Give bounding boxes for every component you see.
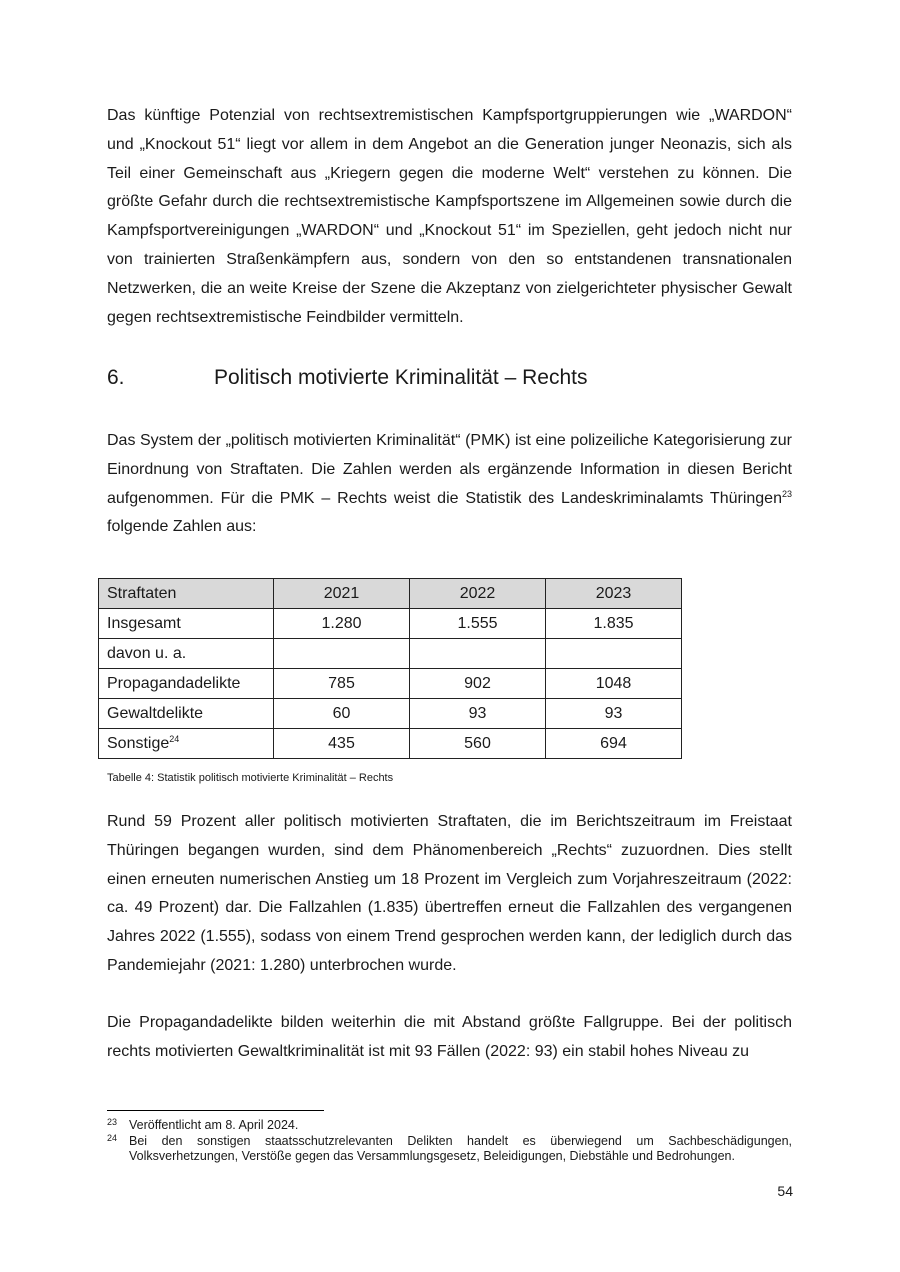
- footnote-24: [107, 1134, 792, 1164]
- row-label-sonstige: [99, 729, 274, 759]
- header-straftaten: Straftaten: [99, 579, 274, 609]
- footnote-text: Bei den sonstigen staatsschutzrelevanten Delikten handelt es überwiegend um Sachbeschädigungen, Volksverhetzungen, Verstöße gegen das Versammlungsgesetz, Beleidigungen, Diebstähle und Bedrohungen.: [129, 1134, 792, 1163]
- table-row: [99, 609, 682, 639]
- footnote-separator: [107, 1110, 324, 1111]
- cell-2021: [274, 639, 410, 669]
- table-header-row: [99, 579, 682, 609]
- paragraph-pmk-text: Das System der „politisch motivierten Kriminalität“ (PMK) ist eine polizeiliche Kategorisierung zur Einordnung von Straftaten. Die Zahlen werden als ergänzende Information in diesen Bericht aufgenommen. Für die PMK – Rechts weist die Statistik des Landeskriminalamts Thüringen: [107, 432, 792, 507]
- row-label: Gewaltdelikte: [99, 699, 274, 729]
- cell-2022: 902: [410, 669, 546, 699]
- footnote-text: Veröffentlicht am 8. April 2024.: [129, 1118, 299, 1132]
- footnote-23: [107, 1118, 792, 1133]
- cell-2022: 93: [410, 699, 546, 729]
- row-label: Propagandadelikte: [99, 669, 274, 699]
- paragraph-propaganda: Die Propagandadelikte bilden weiterhin die mit Abstand größte Fallgruppe. Bei der politisch rechts motivierten Gewaltkriminalität ist mit 93 Fällen (2022: 93) ein stabil hohes Niveau zu: [107, 1014, 792, 1060]
- cell-2021: 60: [274, 699, 410, 729]
- footnote-number: 23: [107, 1117, 118, 1127]
- table-row: [99, 639, 682, 669]
- footnote-number: 24: [107, 1133, 118, 1143]
- table-row: [99, 729, 682, 759]
- row-label: Sonstige: [107, 734, 170, 752]
- table-caption: Tabelle 4: Statistik politisch motivierte Kriminalität – Rechts: [107, 772, 394, 784]
- cell-2021: 435: [274, 729, 410, 759]
- section-title: Politisch motivierte Kriminalität – Rechts: [214, 366, 588, 389]
- page-number: 54: [777, 1183, 793, 1199]
- cell-2021: 1.280: [274, 609, 410, 639]
- cell-2023: 93: [546, 699, 682, 729]
- footnote-ref-24[interactable]: 24: [169, 733, 180, 744]
- table-row: [99, 699, 682, 729]
- section-heading: [107, 366, 587, 390]
- paragraph-analysis: Rund 59 Prozent aller politisch motivierten Straftaten, die im Berichtszeitraum im Freistaat Thüringen begangen wurden, sind dem Phänomenbereich „Rechts“ zuzuordnen. Dies stellt einen erneuten numerischen Anstieg um 18 Prozent im Vergleich zum Vorjahreszeitraum (2022: ca. 49 Prozent) dar. Die Fallzahlen (1.835) übertreffen erneut die Fallzahlen des vergangenen Jahres 2022 (1.555), sodass von einem Trend gesprochen werden kann, der lediglich durch das Pandemiejahr (2021: 1.280) unterbrochen wurde.: [107, 813, 792, 974]
- row-label: Insgesamt: [99, 609, 274, 639]
- header-2023: 2023: [546, 579, 682, 609]
- footnote-ref-23[interactable]: 23: [781, 488, 792, 499]
- header-2022: 2022: [410, 579, 546, 609]
- cell-2023: [546, 639, 682, 669]
- cell-2021: 785: [274, 669, 410, 699]
- cell-2022: 1.555: [410, 609, 546, 639]
- row-label: davon u. a.: [99, 639, 274, 669]
- table-row: [99, 669, 682, 699]
- cell-2022: [410, 639, 546, 669]
- section-number: 6.: [107, 366, 125, 389]
- header-2021: 2021: [274, 579, 410, 609]
- paragraph-kampfsport: Das künftige Potenzial von rechtsextremistischen Kampfsportgruppierungen wie „WARDON“ und „Knockout 51“ liegt vor allem in dem Angebot an die Generation junger Neonazis, sich als Teil einer Gemeinschaft aus „Kriegern gegen die moderne Welt“ verstehen zu können. Die größte Gefahr durch die rechtsextremistische Kampfsportszene im Allgemeinen sowie durch die Kampfsportvereinigungen „WARDON“ und „Knockout 51“ im Speziellen, geht jedoch nicht nur von trainierten Straßenkämpfern aus, sondern von den so entstandenen transnationalen Netzwerken, die an weite Kreise der Szene die Akzeptanz von zielgerichteter physischer Gewalt gegen rechtsextremistische Feindbilder vermitteln.: [107, 107, 792, 326]
- cell-2023: 1048: [546, 669, 682, 699]
- cell-2023: 694: [546, 729, 682, 759]
- statistics-table: [98, 578, 682, 759]
- cell-2022: 560: [410, 729, 546, 759]
- cell-2023: 1.835: [546, 609, 682, 639]
- paragraph-pmk-intro: [107, 427, 792, 542]
- paragraph-pmk-text-end: folgende Zahlen aus:: [107, 518, 257, 536]
